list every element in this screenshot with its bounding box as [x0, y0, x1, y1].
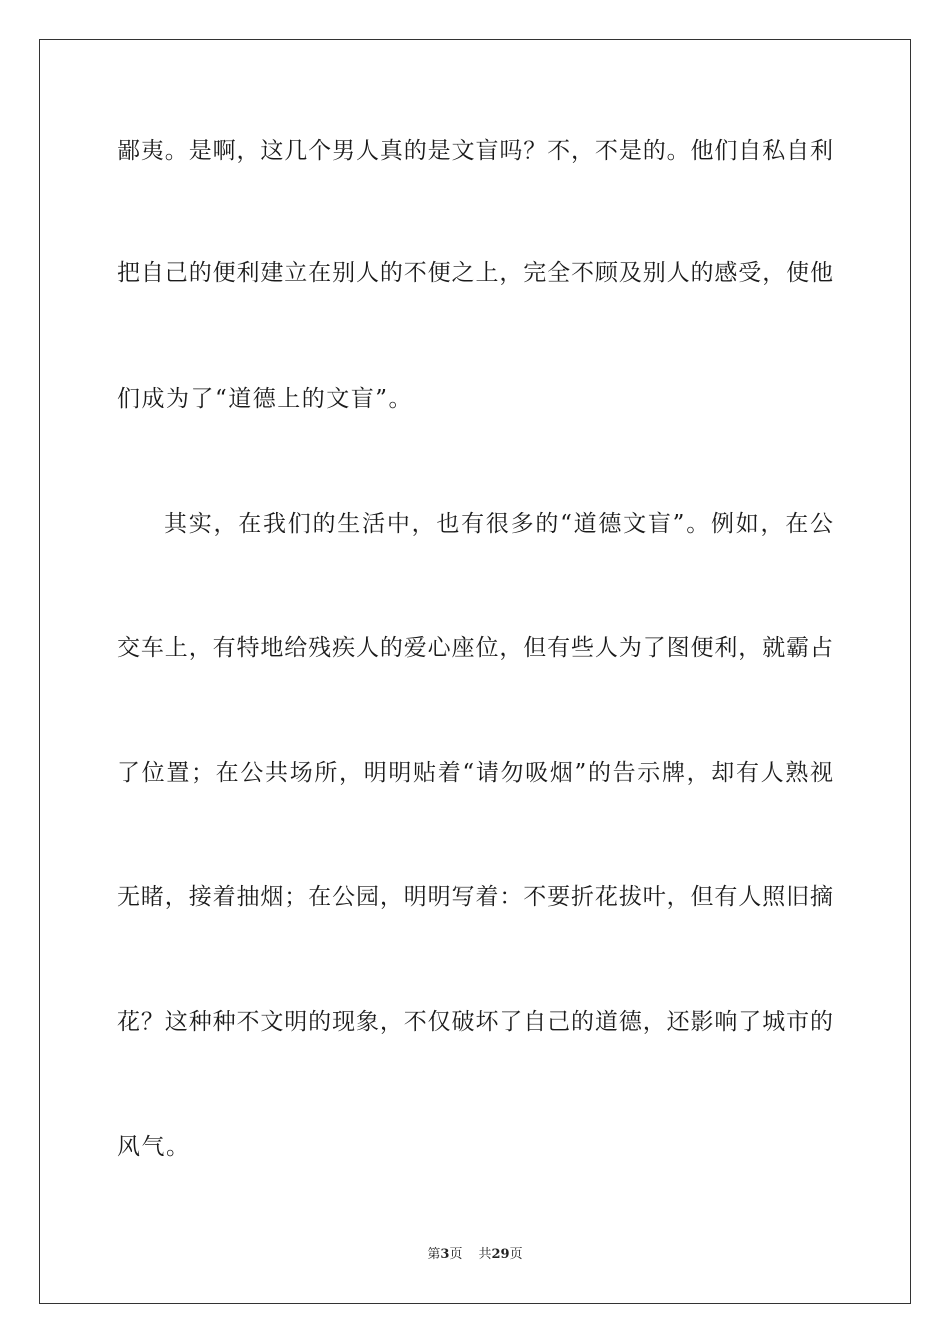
body-line-7: 无睹，接着抽烟；在公园，明明写着：不要折花拔叶，但有人照旧摘 [117, 884, 833, 910]
body-line-4: 其实，在我们的生活中，也有很多的“道德文盲”。例如，在公 [164, 511, 833, 537]
page-border [39, 39, 911, 1304]
footer-page-prefix: 第 [427, 1247, 441, 1262]
body-line-8: 花？这种种不文明的现象，不仅破坏了自己的道德，还影响了城市的 [117, 1009, 833, 1035]
page-footer [0, 1246, 950, 1264]
footer-total-number: 29 [491, 1247, 510, 1262]
footer-page-number: 3 [440, 1247, 450, 1262]
body-line-6: 了位置；在公共场所，明明贴着“请勿吸烟”的告示牌，却有人熟视 [117, 760, 833, 786]
body-line-1: 鄙夷。是啊，这几个男人真的是文盲吗？不，不是的。他们自私自利 [117, 138, 833, 164]
body-line-9: 风气。 [117, 1134, 191, 1160]
footer-total-prefix: 共 [478, 1247, 492, 1262]
footer-page-suffix: 页 [449, 1247, 463, 1262]
footer-total-suffix: 页 [509, 1247, 523, 1262]
body-line-5: 交车上，有特地给残疾人的爱心座位，但有些人为了图便利，就霸占 [117, 635, 833, 661]
body-line-3: 们成为了“道德上的文盲”。 [117, 386, 414, 412]
body-line-2: 把自己的便利建立在别人的不便之上，完全不顾及别人的感受，使他 [117, 260, 833, 286]
